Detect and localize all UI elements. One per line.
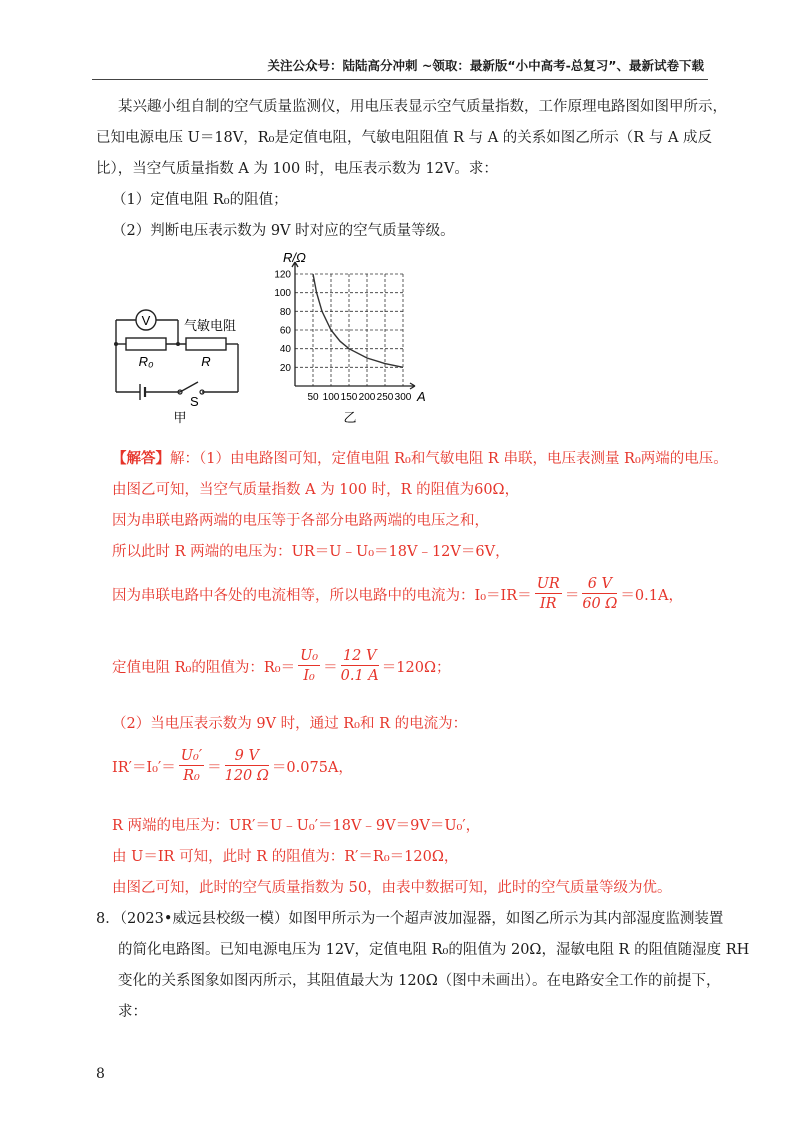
- next-problem-line-3: 变化的关系图象如图丙所示，其阻值最大为 120Ω（图中未画出）。在电路安全工作的前提下，: [118, 973, 721, 989]
- solution-line-2: 由图乙可知，当空气质量指数 A 为 100 时，R 的阻值为60Ω，: [112, 482, 520, 498]
- y-tick-label: 20: [279, 362, 291, 374]
- solution-r0-equation: [112, 648, 450, 684]
- eq3-equals: ＝: [207, 759, 222, 776]
- x-tick-label: 100: [322, 392, 340, 403]
- solution-tag: 【解答】: [112, 450, 170, 467]
- gas-resistor-label: 气敏电阻: [184, 318, 237, 333]
- switch-label: S: [190, 394, 199, 409]
- x-tick-label: 300: [394, 392, 412, 403]
- x-tick-label: 150: [340, 392, 358, 403]
- solution-line-9: R 两端的电压为：UR′＝U﹣U₀′＝18V﹣9V＝9V＝U₀′，: [112, 818, 481, 834]
- solution-line-7: （2）当电压表示数为 9V 时，通过 R₀和 R 的电流为：: [112, 716, 468, 732]
- eq3-result: ＝0.075A，: [271, 759, 353, 776]
- circuit-diagram: [110, 300, 250, 425]
- problem-intro-line-1: 某兴趣小组自制的空气质量监测仪，用电压表显示空气质量指数，工作原理电路图如图甲所示，: [118, 99, 727, 115]
- question-2: （2）判断电压表示数为 9V 时对应的空气质量等级。: [112, 223, 455, 239]
- solution-line-11: 由图乙可知，此时的空气质量指数为 50，由表中数据可知，此时的空气质量等级为优。: [112, 880, 672, 896]
- page-number: 8: [96, 1066, 105, 1082]
- eq3-prefix: IR′＝I₀′＝: [112, 759, 176, 776]
- next-problem-line-1-text: （2023•威远县校级一模）如图甲所示为一个超声波加湿器，如图乙所示为其内部湿度监测装置: [119, 911, 724, 927]
- y-tick-label: 100: [274, 288, 291, 300]
- chart-y-label: R/Ω: [283, 250, 306, 265]
- eq3-fraction-2: $\frac{9 V}{120 \Omega}$: [224, 748, 269, 784]
- y-tick-label: 40: [279, 344, 291, 356]
- y-tick-label: 120: [274, 269, 291, 281]
- next-problem-line-2: 的简化电路图。已知电源电压为 12V，定值电阻 R₀的阻值为 20Ω，湿敏电阻 R 的阻值随湿度 RH: [118, 942, 750, 958]
- chart-x-label: A: [417, 389, 426, 404]
- chart-curve: [313, 274, 403, 367]
- next-problem-line-1: [96, 909, 723, 929]
- solution-line-1-text: 解：（1）由电路图可知，定值电阻 R₀和气敏电阻 R 串联，电压表测量 R₀两端的电压。: [170, 451, 728, 467]
- solution-line-10: 由 U＝IR 可知，此时 R 的阻值为：R′＝R₀＝120Ω，: [112, 849, 459, 865]
- solution-line-4: 所以此时 R 两端的电压为：UR＝U﹣U₀＝18V﹣12V＝6V，: [112, 544, 510, 560]
- solution-line-3: 因为串联电路两端的电压等于各部分电路两端的电压之和，: [112, 513, 489, 529]
- eq1-fraction-1: $\frac{UR}{IR}$: [536, 576, 560, 612]
- next-problem-line-4: 求：: [118, 1004, 147, 1020]
- r0-label: R₀: [138, 354, 154, 369]
- r-label: R: [201, 354, 211, 369]
- next-problem-number: 8．: [96, 911, 120, 927]
- eq1-fraction-2: $\frac{6 V}{60 \Omega}$: [582, 576, 618, 612]
- y-tick-label: 80: [279, 306, 291, 318]
- problem-intro-line-3: 比），当空气质量指数 A 为 100 时，电压表示数为 12V。求：: [96, 161, 498, 177]
- solution-current-equation: [112, 576, 683, 612]
- eq2-equals: ＝: [323, 659, 338, 676]
- x-tick-label: 250: [376, 392, 394, 403]
- eq1-prefix: 因为串联电路中各处的电流相等，所以电路中的电流为：I₀＝IR＝: [112, 587, 532, 604]
- voltmeter-label: V: [141, 313, 151, 328]
- chart-caption: 乙: [343, 410, 357, 425]
- eq1-equals: ＝: [564, 587, 580, 604]
- chart-x-axis: [295, 383, 415, 389]
- problem-intro-line-2: 已知电源电压 U＝18V，R₀是定值电阻，气敏电阻阻值 R 与 A 的关系如图乙所示（R 与 A 成反: [96, 130, 713, 146]
- eq3-fraction-1: $\frac{\text{U₀′}}{\text{R₀}}$: [180, 748, 203, 784]
- eq2-prefix: 定值电阻 R₀的阻值为：R₀＝: [112, 659, 296, 676]
- question-1: （1）定值电阻 R₀的阻值；: [112, 192, 288, 208]
- eq2-result: ＝120Ω；: [381, 659, 451, 676]
- x-tick-label: 50: [307, 392, 319, 403]
- eq2-fraction-1: $\frac{\text{U₀}}{\text{I₀}}$: [300, 648, 319, 684]
- circuit-caption: 甲: [173, 410, 187, 425]
- eq2-fraction-2: $\frac{12 V}{0.1 A}$: [340, 648, 379, 684]
- header-rule: [92, 79, 708, 80]
- solution-line-1: [112, 449, 728, 469]
- resistance-chart: [255, 244, 430, 434]
- solution-current2-equation: [112, 748, 353, 784]
- y-tick-label: 60: [279, 325, 291, 337]
- x-tick-label: 200: [358, 392, 376, 403]
- page-header: 关注公众号：陆陆高分冲刺 ~领取：最新版“小中高考-总复习”、最新试卷下载: [267, 58, 704, 73]
- eq1-result: ＝0.1A，: [620, 587, 683, 604]
